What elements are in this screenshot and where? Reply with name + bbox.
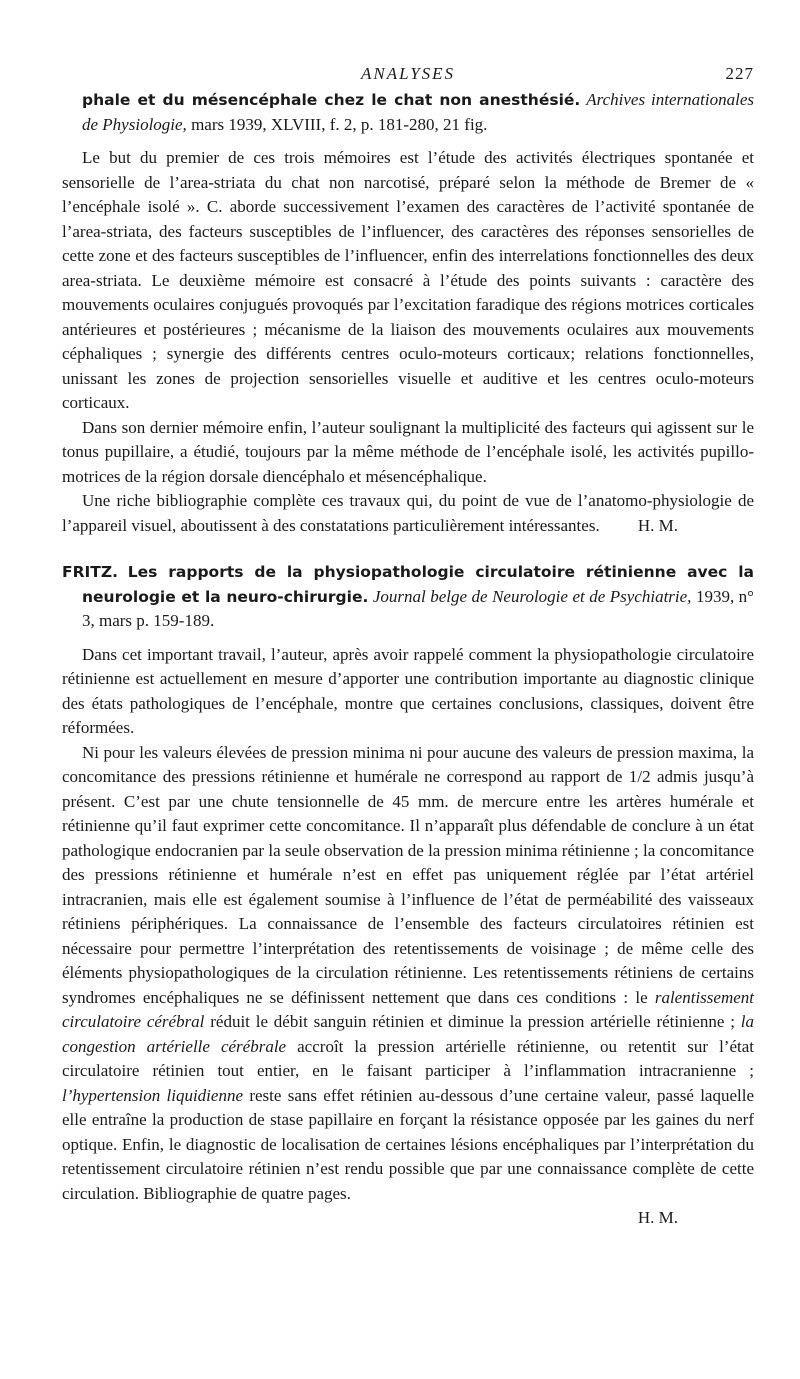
review-2-paragraph-2-part-b: réduit le débit sanguin rétinien et diminue la pression artérielle rétinienne ; [210, 1012, 735, 1031]
review-2-citation: 1939, n° 3, mars p. 159-189. [82, 586, 754, 630]
review-2-italic-term-3: l’hypertension liquidienne [62, 1085, 243, 1105]
running-head [62, 58, 754, 88]
review-1-paragraph-3-text: Une riche bibliographie complète ces travaux qui, du point de vue de l’anatomo-physiologie de l’appareil visuel, aboutissent à des constatations particulièrement intéressantes. [62, 491, 754, 535]
spacer [62, 137, 754, 146]
review-1-paragraph-1: Le but du premier de ces trois mémoires est l’étude des activités électriques spontanée et sensorielle de l’area-striata du chat non narcotisé, préparé selon la méthode de Bremer de « l’encéphale isolé ». C. aborde successivement l’examen des caractères de l’activité spontanée de l’area-striata, des facteurs susceptibles de l’influencer, des caractères des réponses sensorielles de cette zone et des facteurs susceptibles de l’influencer, enfin des interrelations fonctionnelles des deux area-striata. Le deuxième mémoire est consacré à l’étude des points suivants : caractère des mouvements oculaires conjugués provoqués par l’excitation faradique des régions motrices corticales antérieures et postérieures ; mécanisme de la liaison des mouvements oculaires aux mouvements céphaliques ; synergie des différents centres oculo-moteurs corticaux; relations fonctionnelles, unissant les zones de projection sensorielles visuelle et auditive et les centres oculo-moteurs corticaux. [62, 148, 754, 412]
review-1-reference [62, 88, 754, 137]
page-content [62, 58, 754, 1231]
review-1-journal: Archives internationales de Physiologie, [82, 90, 754, 134]
review-1-paragraph-3 [62, 489, 754, 538]
review-1-paragraph-2: Dans son dernier mémoire enfin, l’auteur soulignant la multiplicité des facteurs qui agissent sur le tonus pupillaire, a étudié, toujours par la même méthode de l’encéphale isolé, les activités pupillo-motrices de la région dorsale diencéphalo et mésencéphalique. [62, 417, 754, 486]
review-2 [62, 560, 754, 1231]
review-2-paragraph-2-part-d: reste sans effet rétinien au-dessous d’une certaine valeur, passé laquelle elle entraîne la production de stase papillaire en forçant la résistance opposée par les gaines du nerf optique. Enfin, le diagnostic de localisation de certaines lésions encéphaliques par l’interprétation du retentissement circulatoire rétinien n’est rendu possible que par une connaissance complète de cette circulation. Bibliographie de quatre pages. [62, 1085, 754, 1203]
page-number: 227 [725, 64, 754, 83]
spacer [62, 538, 754, 560]
review-2-author: FRITZ. [62, 563, 118, 581]
review-2-paragraph-1: Dans cet important travail, l’auteur, après avoir rappelé comment la physiopathologie circulatoire rétinienne est actuellement en mesure d’apporter une contribution importante au diagnostic clinique des états pathologiques de l’encéphale, montre que certaines conclusions, classiques, doivent être réformées. [62, 644, 754, 737]
review-2-italic-term-2: la congestion artérielle cérébrale [62, 1012, 755, 1056]
review-1-citation: mars 1939, XLVIII, f. 2, p. 181-280, 21 fig. [191, 114, 488, 134]
review-1-signature: H. M. [637, 515, 678, 535]
review-2-italic-term-1: ralentissement circulatoire cérébral [62, 987, 754, 1031]
review-2-title: Les rapports de la physiopathologie circulatoire rétinienne avec la neurologie et la neuro-chirurgie. [82, 563, 755, 606]
review-1-title-continuation: phale et du mésencéphale chez le chat non anesthésié. [82, 91, 581, 109]
review-1 [62, 88, 754, 538]
review-2-reference [62, 560, 754, 634]
review-2-paragraph-2 [62, 741, 754, 1207]
review-2-journal: Journal belge de Neurologie et de Psychiatrie, [372, 586, 692, 606]
running-title: ANALYSES [360, 64, 456, 83]
review-2-paragraph-2-part-a: Ni pour les valeurs élevées de pression minima ni pour aucune des valeurs de pression maxima, la concomitance des pressions rétinienne et humérale ne correspond au rapport de 1/2 admis jusqu’à présent. C’est par une chute tensionnelle de 45 mm. de mercure entre les artères humérale et rétinienne qu’il faut exprimer cette concomitance. Il n’apparaît plus défendable de conclure à un état pathologique endocranien par la seule observation de la pression minima rétinienne ; la concomitance des pressions rétinienne et humérale n’est en effet pas uniquement réglée par l’état artériel intracranien, mais elle est également soumise à l’influence de l’état de perméabilité des vaisseaux rétiniens périphériques. La connaissance de l’ensemble des facteurs circulatoires rétinien est nécessaire pour permettre l’interprétation des retentissements de voisinage ; de même celle des éléments physiopathologiques de la circulation rétinienne. Les retentissements rétiniens de certains syndromes encéphaliques ne se définissent nettement que dans ces conditions : le [62, 742, 754, 1007]
spacer [62, 634, 754, 643]
review-2-paragraph-2-part-c: accroît la pression artérielle rétinienne, ou retentit sur l’état circulatoire rétinien tout entier, en le faisant participer à l’inflammation intracranienne ; [62, 1036, 754, 1080]
review-2-signature: H. M. [637, 1208, 678, 1227]
